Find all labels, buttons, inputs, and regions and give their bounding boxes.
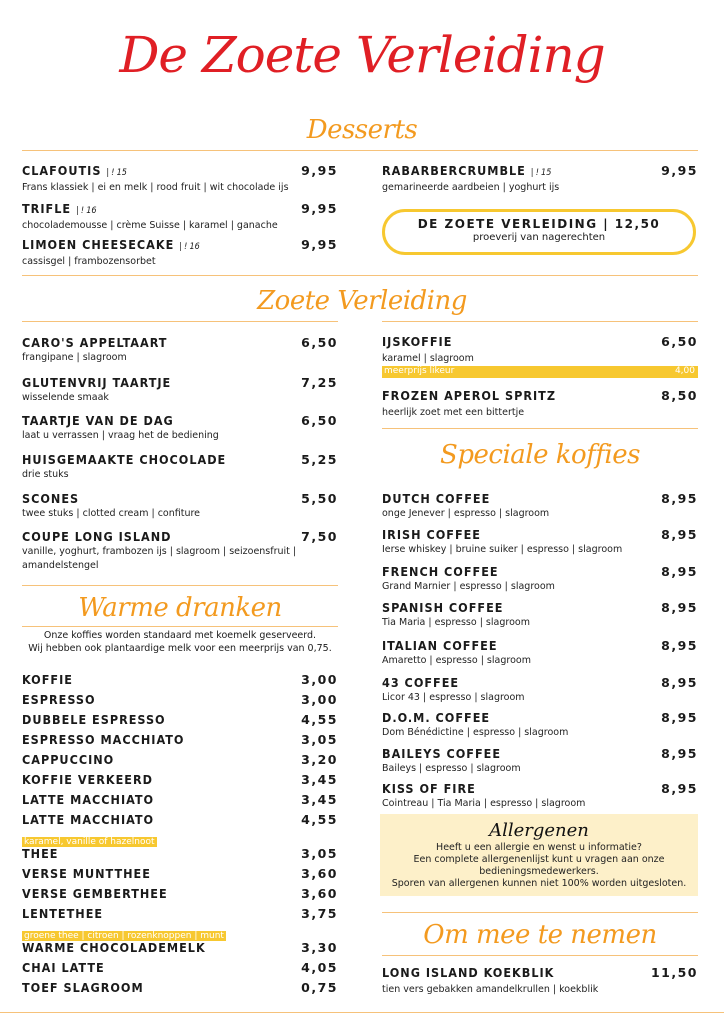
- item-name: TAARTJE VAN DE DAG: [22, 413, 174, 428]
- allergen-heading: Allergenen: [489, 820, 589, 841]
- divider: [22, 275, 698, 276]
- item-name: ITALIAN COFFEE: [382, 638, 498, 653]
- item-price: 8,95: [661, 746, 698, 761]
- section-heading-desserts: Desserts: [306, 115, 418, 145]
- warm-drink-item: [22, 712, 338, 728]
- item-price: 3,30: [301, 940, 338, 955]
- menu-item: [22, 201, 338, 232]
- item-name: KOFFIE: [22, 672, 73, 687]
- allergen-text: Een complete allergenenlijst kunt u vragen aan onze: [413, 854, 665, 865]
- section-heading-speciale-koffies: Speciale koffies: [440, 440, 640, 470]
- item-price: 7,50: [301, 529, 338, 544]
- tasting-title: DE ZOETE VERLEIDING | 12,50: [417, 217, 661, 231]
- menu-item: [22, 237, 338, 268]
- item-description: Dom Bénédictine | espresso | slagroom: [382, 727, 569, 738]
- item-description: onge Jenever | espresso | slagroom: [382, 508, 550, 519]
- item-name: DUTCH COFFEE: [382, 491, 491, 506]
- item-name: TOEF SLAGROOM: [22, 980, 144, 995]
- coffee-item: [382, 710, 698, 739]
- item-price: 11,50: [650, 965, 698, 980]
- surcharge-label: meerprijs likeur: [384, 366, 455, 376]
- warm-drink-item: [22, 732, 338, 748]
- item-price: 4,55: [301, 812, 338, 827]
- item-price: 3,60: [301, 866, 338, 881]
- item-name: FRENCH COFFEE: [382, 564, 499, 579]
- warm-drink-item: [22, 906, 338, 942]
- item-price: 3,05: [301, 732, 338, 747]
- item-description: chocolademousse | crème Suisse | karamel | ganache: [22, 220, 278, 231]
- menu-item: [22, 452, 338, 481]
- item-description: drie stuks: [22, 469, 69, 480]
- item-name: LONG ISLAND KOEKBLIK: [382, 965, 555, 980]
- divider: [22, 585, 338, 586]
- item-name: COUPE LONG ISLAND: [22, 529, 172, 544]
- divider: [382, 955, 698, 956]
- warm-drink-item: [22, 886, 338, 902]
- item-name: CAPPUCCINO: [22, 752, 115, 767]
- coffee-item: [382, 491, 698, 520]
- item-name: LENTETHEE: [22, 906, 104, 921]
- item-name: VERSE GEMBERTHEE: [22, 886, 168, 901]
- allergen-text: bedieningsmedewerkers.: [479, 866, 599, 877]
- item-price: 5,25: [301, 452, 338, 467]
- item-name: RABARBERCRUMBLE: [382, 163, 526, 178]
- item-description: twee stuks | clotted cream | confiture: [22, 508, 201, 519]
- warm-drink-item: [22, 940, 338, 956]
- coffee-item: [382, 781, 698, 810]
- item-price: 3,45: [301, 792, 338, 807]
- item-price: 6,50: [301, 335, 338, 350]
- item-name: 43 COFFEE: [382, 675, 460, 690]
- item-price: 8,95: [661, 710, 698, 725]
- menu-item: [382, 388, 698, 419]
- item-price: 8,95: [661, 527, 698, 542]
- item-price: 0,75: [301, 980, 338, 995]
- section-heading-warme-dranken: Warme dranken: [78, 593, 282, 623]
- warm-drink-item: [22, 752, 338, 768]
- item-price: 4,05: [301, 960, 338, 975]
- item-name: SPANISH COFFEE: [382, 600, 504, 615]
- menu-item: [22, 491, 338, 520]
- divider: [382, 428, 698, 429]
- section-heading-zoete-verleiding: Zoete Verleiding: [257, 286, 467, 316]
- item-price: 6,50: [301, 413, 338, 428]
- item-price: 8,95: [661, 600, 698, 615]
- wine-pairing: | ǃ 16: [75, 206, 97, 216]
- wine-pairing: | ǃ 16: [179, 242, 200, 252]
- item-name: D.O.M. COFFEE: [382, 710, 491, 725]
- divider: [22, 321, 338, 322]
- item-price: 8,95: [661, 638, 698, 653]
- item-name: THEE: [22, 846, 59, 861]
- item-description: Ierse whiskey | bruine suiker | espresso | slagroom: [382, 544, 623, 555]
- item-price: 3,75: [301, 906, 338, 921]
- tasting-box: [382, 209, 696, 255]
- item-description: Licor 43 | espresso | slagroom: [382, 692, 525, 703]
- warm-drink-item: [22, 980, 338, 996]
- item-name: WARME CHOCOLADEMELK: [22, 940, 206, 955]
- warm-drink-item: [22, 792, 338, 808]
- divider: [382, 321, 698, 322]
- item-price: 8,95: [661, 675, 698, 690]
- coffee-item: [382, 564, 698, 593]
- item-description: wisselende smaak: [22, 392, 109, 403]
- item-price: 8,95: [661, 564, 698, 579]
- item-price: 4,55: [301, 712, 338, 727]
- allergen-text: Sporen van allergenen kunnen niet 100% worden uitgesloten.: [391, 878, 687, 889]
- coffee-item: [382, 527, 698, 556]
- item-price: 7,25: [301, 375, 338, 390]
- coffee-item: [382, 638, 698, 667]
- item-extra-label: groene thee | citroen | rozenknoppen | munt: [24, 931, 224, 941]
- item-name: ESPRESSO: [22, 692, 96, 707]
- divider: [22, 626, 338, 627]
- item-price: 9,95: [301, 237, 338, 252]
- item-price: 8,95: [661, 491, 698, 506]
- item-name: DUBBELE ESPRESSO: [22, 712, 166, 727]
- item-price: 3,20: [301, 752, 338, 767]
- item-price: 8,50: [661, 388, 698, 403]
- item-price: 6,50: [661, 334, 698, 349]
- item-name: CHAI LATTE: [22, 960, 105, 975]
- surcharge-price: 4,00: [674, 366, 695, 376]
- section-heading-take-away: Om mee te nemen: [423, 920, 657, 950]
- allergen-info-box: [380, 814, 698, 896]
- item-name: KOFFIE VERKEERD: [22, 772, 153, 787]
- item-name: LATTE MACCHIATO: [22, 792, 155, 807]
- item-description: karamel | slagroom: [382, 353, 474, 364]
- item-extra-label: karamel, vanille of hazelnoot: [24, 837, 155, 847]
- item-description: vanille, yoghurt, frambozen ijs | slagroom | seizoensfruit |: [22, 546, 297, 557]
- warm-drink-item: [22, 866, 338, 882]
- item-description: Frans klassiek | ei en melk | rood fruit | wit chocolade ijs: [22, 182, 289, 193]
- item-description: Amaretto | espresso | slagroom: [382, 655, 531, 666]
- item-name: VERSE MUNTTHEE: [22, 866, 151, 881]
- item-price: 9,95: [301, 201, 338, 216]
- allergen-text: Heeft u een allergie en wenst u informatie?: [436, 842, 642, 853]
- menu-item: [22, 335, 338, 364]
- item-price: 3,00: [301, 692, 338, 707]
- warm-drink-item: [22, 846, 338, 862]
- item-name: FROZEN APEROL SPRITZ: [382, 388, 556, 403]
- coffee-item: [382, 600, 698, 629]
- item-description: frangipane | slagroom: [22, 352, 127, 363]
- item-name: ESPRESSO MACCHIATO: [22, 732, 185, 747]
- warm-drink-item: [22, 960, 338, 976]
- item-name: BAILEYS COFFEE: [382, 746, 502, 761]
- item-description: cassisgel | frambozensorbet: [22, 256, 156, 267]
- wine-pairing: | ǃ 15: [106, 168, 127, 178]
- milk-note: [22, 629, 338, 655]
- wine-pairing: | ǃ 15: [530, 168, 552, 178]
- item-name: HUISGEMAAKTE CHOCOLADE: [22, 452, 227, 467]
- menu-title: De Zoete Verleiding: [119, 26, 605, 84]
- coffee-item: [382, 746, 698, 775]
- item-price: 3,45: [301, 772, 338, 787]
- item-description: gemarineerde aardbeien | yoghurt ijs: [382, 182, 560, 193]
- item-name: SCONES: [22, 491, 80, 506]
- coffee-item: [382, 675, 698, 704]
- item-price: 5,50: [301, 491, 338, 506]
- item-name: LIMOEN CHEESECAKE: [22, 237, 175, 252]
- item-description: Tia Maria | espresso | slagroom: [382, 617, 530, 628]
- warm-drink-item: [22, 692, 338, 708]
- item-name: CLAFOUTIS: [22, 163, 102, 178]
- item-description: heerlijk zoet met een bittertje: [382, 407, 525, 418]
- menu-item: [22, 413, 338, 442]
- item-price: 8,95: [661, 781, 698, 796]
- divider: [382, 912, 698, 913]
- item-description: Baileys | espresso | slagroom: [382, 763, 521, 774]
- menu-item: [382, 965, 698, 996]
- milk-note-line: Onze koffies worden standaard met koemelk geserveerd.: [43, 630, 317, 641]
- menu-item: [382, 334, 698, 378]
- item-description: Grand Marnier | espresso | slagroom: [382, 581, 555, 592]
- item-name: GLUTENVRIJ TAARTJE: [22, 375, 172, 390]
- item-price: 9,95: [301, 163, 338, 178]
- warm-drink-item: [22, 812, 338, 848]
- tasting-description: proeverij van nagerechten: [472, 232, 606, 243]
- menu-item: [22, 375, 338, 404]
- menu-item: [22, 529, 338, 572]
- divider: [22, 150, 698, 151]
- menu-item: [382, 163, 698, 194]
- item-name: IJSKOFFIE: [382, 334, 453, 349]
- item-description-continued: amandelstengel: [22, 560, 99, 571]
- menu-item: [22, 163, 338, 194]
- item-name: TRIFLE: [22, 201, 72, 216]
- milk-note-line: Wij hebben ook plantaardige melk voor een meerprijs van 0,75.: [28, 643, 332, 654]
- item-name: KISS OF FIRE: [382, 781, 476, 796]
- warm-drink-item: [22, 772, 338, 788]
- item-name: CARO'S APPELTAART: [22, 335, 168, 350]
- item-description: laat u verrassen | vraag het de bediening: [22, 430, 219, 441]
- item-description: Cointreau | Tia Maria | espresso | slagroom: [382, 798, 586, 809]
- item-price: 3,05: [301, 846, 338, 861]
- item-price: 9,95: [661, 163, 698, 178]
- item-description: tien vers gebakken amandelkrullen | koekblik: [382, 984, 599, 995]
- item-name: IRISH COFFEE: [382, 527, 481, 542]
- warm-drink-item: [22, 672, 338, 688]
- item-name: LATTE MACCHIATO: [22, 812, 155, 827]
- bottom-divider: [0, 1012, 724, 1013]
- item-price: 3,00: [301, 672, 338, 687]
- item-price: 3,60: [301, 886, 338, 901]
- surcharge-bar: [382, 366, 698, 378]
